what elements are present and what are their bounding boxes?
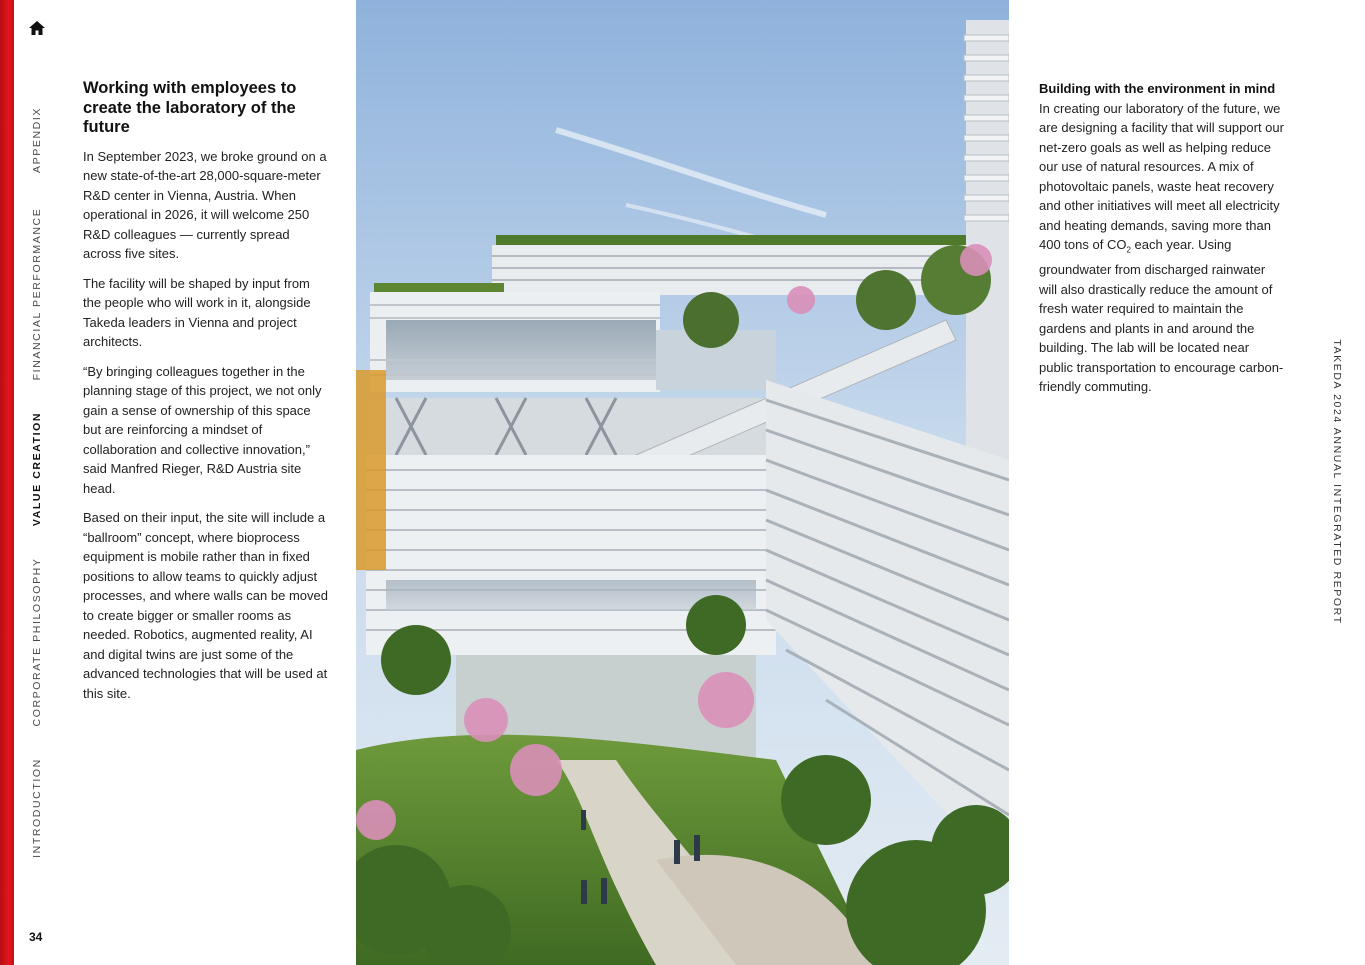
co2-subscript: 2	[1126, 245, 1131, 255]
sidebar-article-body	[1039, 99, 1284, 397]
article-paragraph-2: The facility will be shaped by input from the people who will work in it, alongside Takeda leaders in Vienna and project architects.	[83, 275, 311, 349]
article-heading: Working with employees to create the laboratory of the future	[83, 79, 297, 136]
accent-side-bar	[0, 0, 14, 965]
nav-financial-performance[interactable]: FINANCIAL PERFORMANCE	[31, 207, 43, 381]
sidebar-body-text: In creating our laboratory of the future, we are designing a facility that will support our net-zero goals as well as helping reduce our use of natural resources. A mix of photovoltaic panels, waste heat recovery and other initiatives will meet all electricity and heating demands, saving more than 400 tons of CO	[1039, 100, 1284, 252]
sidebar-article-heading: Building with the environment in mind	[1039, 81, 1276, 96]
article-paragraph-4: Based on their input, the site will include a “ballroom” concept, where bioprocess equipment is mobile rather than in fixed positions to allow teams to quickly adjust processes, and where walls can be moved to create bigger or smaller rooms as needed. Robotics, augmented reality, AI and digital twins are just some of the advanced technologies that will be used at this site.	[83, 510, 328, 701]
nav-introduction[interactable]: INTRODUCTION	[31, 758, 43, 858]
article-paragraph-3: “By bringing colleagues together in the planning stage of this project, we not only gain a sense of ownership of this space but are reinforcing a mindset of collaboration and collective innovation,” said Manfred Rieger, R&D Austria site head.	[83, 363, 322, 496]
home-icon[interactable]	[28, 20, 46, 36]
left-article-column	[83, 79, 328, 713]
nav-value-creation[interactable]: VALUE CREATION	[31, 411, 43, 527]
building-rendering-image	[356, 0, 1009, 965]
page-number: 34	[29, 930, 43, 944]
report-title: TAKEDA 2024 ANNUAL INTEGRATED REPORT	[1331, 339, 1343, 625]
article-paragraph-1: In September 2023, we broke ground on a new state-of-the-art 28,000-square-meter R&D center in Vienna, Austria. When operational in 2026, it will welcome 250 R&D colleagues — currently spread across five sites.	[83, 148, 327, 261]
nav-appendix[interactable]: APPENDIX	[31, 107, 43, 173]
nav-corporate-philosophy[interactable]: CORPORATE PHILOSOPHY	[31, 557, 43, 727]
right-article-column	[1039, 79, 1284, 397]
sidebar-body-text-continued: each year. Using groundwater from discharged rainwater will also drastically reduce the amount of fresh water required to maintain the gardens and plants in and around the building. The lab will be located near public transportation to encourage carbon-friendly commuting.	[1039, 237, 1284, 395]
